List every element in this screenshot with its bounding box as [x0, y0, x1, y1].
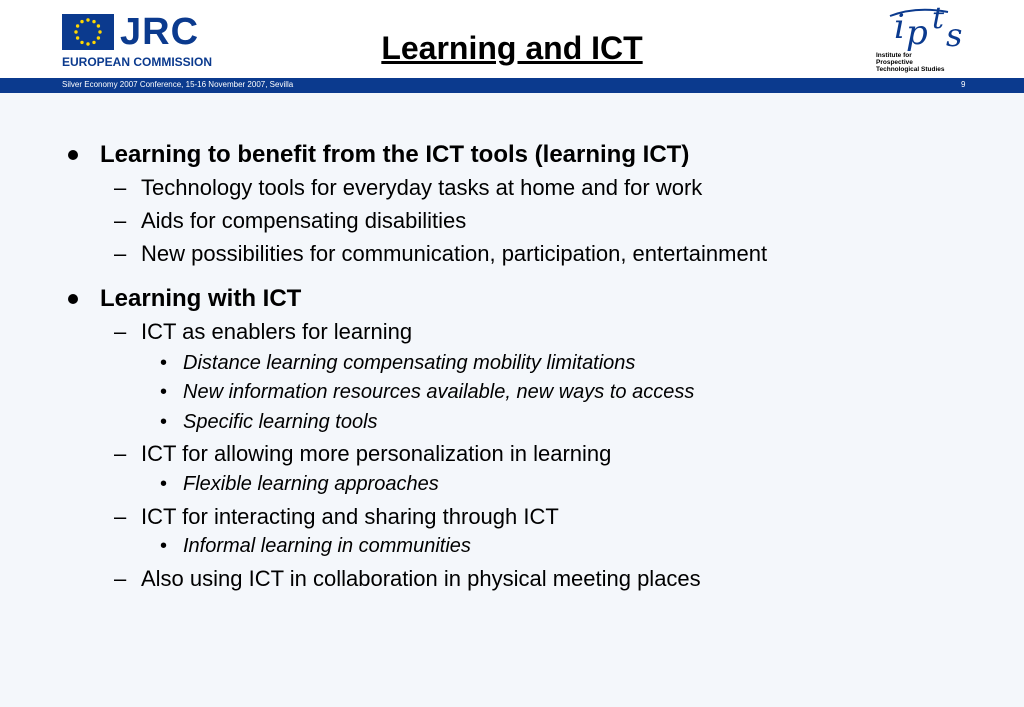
- header-bar: [0, 78, 1024, 93]
- bullet-level3: Flexible learning approaches: [183, 473, 439, 495]
- svg-text:s: s: [946, 16, 963, 52]
- european-commission-label: EUROPEAN COMMISSION: [62, 55, 213, 69]
- dash-icon: –: [114, 441, 127, 466]
- bullet-level3: Specific learning tools: [183, 411, 378, 433]
- bullet-level2: Also using ICT in collaboration in physical meeting places: [141, 566, 701, 591]
- bullet-level2: ICT for interacting and sharing through ICT: [141, 504, 559, 529]
- small-bullet-icon: •: [160, 473, 168, 495]
- svg-text:p: p: [906, 13, 928, 52]
- small-bullet-icon: •: [160, 381, 168, 403]
- ipts-logo: [876, 4, 976, 76]
- slide-title: Learning and ICT: [381, 30, 643, 66]
- bullet-level2: ICT as enablers for learning: [141, 319, 413, 344]
- svg-text:t: t: [932, 4, 945, 36]
- page-number: 9: [961, 80, 966, 89]
- bullet-level2: ICT for allowing more personalization in learning: [141, 441, 612, 466]
- ipts-caption-line: Prospective: [876, 59, 913, 66]
- ipts-caption-line: Technological Studies: [876, 66, 945, 73]
- dash-icon: –: [114, 504, 127, 529]
- slide-header: [0, 0, 1024, 78]
- dash-icon: –: [114, 319, 127, 344]
- small-bullet-icon: •: [160, 411, 168, 433]
- ipts-wordmark-icon: [876, 4, 976, 52]
- small-bullet-icon: •: [160, 352, 168, 374]
- bullet-level1: Learning with ICT: [100, 285, 302, 312]
- bullet-level2: New possibilities for communication, participation, entertainment: [141, 241, 768, 266]
- ipts-caption: [876, 52, 976, 73]
- dash-icon: –: [114, 208, 127, 233]
- bullet-level3: Informal learning in communities: [183, 535, 471, 557]
- bullet-level1: Learning to benefit from the ICT tools (learning ICT): [100, 141, 690, 168]
- jrc-wordmark: JRC: [120, 11, 200, 53]
- dash-icon: –: [114, 566, 127, 591]
- bullet-dot-icon: [67, 292, 79, 310]
- ipts-caption-line: Institute for: [876, 52, 912, 59]
- bullet-level2: Aids for compensating disabilities: [141, 208, 467, 233]
- dash-icon: –: [114, 241, 127, 266]
- bullet-level3: New information resources available, new ways to access: [183, 381, 695, 403]
- dash-icon: –: [114, 175, 127, 200]
- bullet-dot-icon: [67, 148, 79, 166]
- conference-label: Silver Economy 2007 Conference, 15-16 November 2007, Sevilla: [62, 80, 294, 89]
- svg-text:i: i: [894, 7, 905, 47]
- small-bullet-icon: •: [160, 535, 168, 557]
- bullet-level3: Distance learning compensating mobility limitations: [183, 352, 636, 374]
- bullet-level2: Technology tools for everyday tasks at home and for work: [141, 175, 703, 200]
